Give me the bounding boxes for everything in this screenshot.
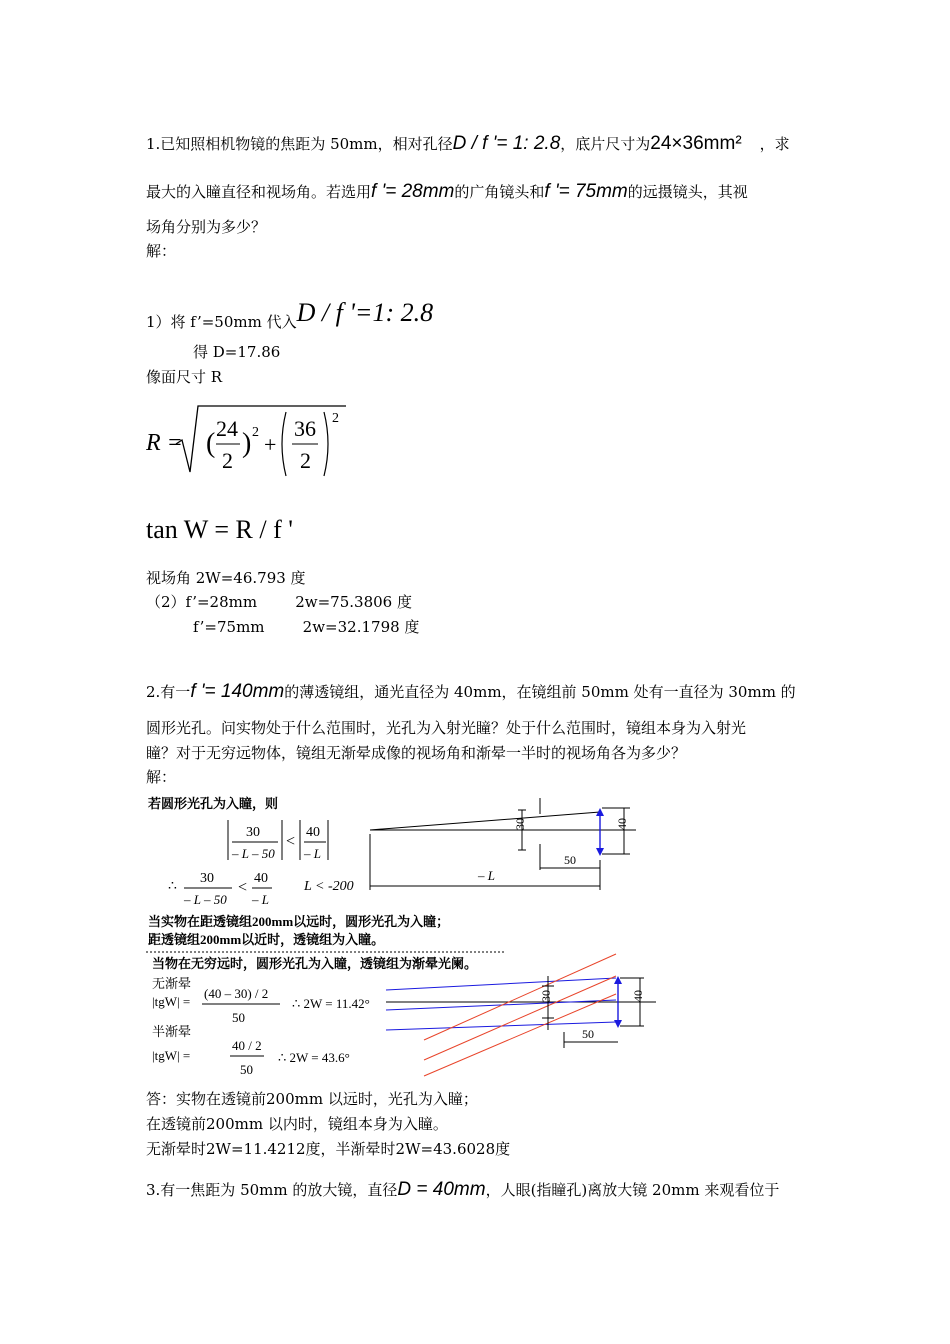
q1-step1: 1）将 f’=50mm 代入D / f '=1: 2.8 bbox=[146, 298, 434, 331]
svg-text:距透镜组200mm以近时，透镜组为入瞳。: 距透镜组200mm以近时，透镜组为入瞳。 bbox=[148, 932, 385, 947]
svg-text:∴: ∴ bbox=[168, 879, 177, 894]
svg-text:无渐晕: 无渐晕 bbox=[152, 976, 192, 991]
svg-text:(40 – 30) / 2: (40 – 30) / 2 bbox=[204, 986, 269, 1001]
svg-text:<: < bbox=[286, 833, 296, 850]
svg-text:半渐晕: 半渐晕 bbox=[152, 1024, 192, 1039]
svg-text:40: 40 bbox=[254, 871, 268, 886]
radius-formula bbox=[146, 400, 356, 480]
svg-text:2: 2 bbox=[222, 448, 233, 473]
svg-text:30: 30 bbox=[246, 825, 260, 840]
q3-line1: 3.有一焦距为 50mm 的放大镜，直径D = 40mm，人眼(指瞳孔)离放大镜 20mm 来观看位于 bbox=[146, 1179, 780, 1200]
svg-text:(: ( bbox=[206, 428, 216, 459]
svg-text:40: 40 bbox=[631, 990, 645, 1002]
q1-line1: 1.已知照相机物镜的焦距为 50mm，相对孔径D / f '= 1: 2.8，底片尺寸为24×36mm² ，求 bbox=[146, 133, 790, 154]
svg-text:2: 2 bbox=[300, 448, 311, 473]
answer-line2: 在透镜前200mm 以内时，镜组本身为入瞳。 bbox=[146, 1115, 448, 1133]
svg-text:当物在无穷远时，圆形光孔为入瞳，透镜组为渐晕光阑。: 当物在无穷远时，圆形光孔为入瞳，透镜组为渐晕光阑。 bbox=[152, 956, 478, 971]
q2-line2: 圆形光孔。问实物处于什么范围时，光孔为入射光瞳？处于什么范围时，镜组本身为入射光 bbox=[146, 719, 747, 737]
part2-b: f’=75mm 2w=32.1798 度 bbox=[193, 618, 420, 636]
svg-text:L < -200: L < -200 bbox=[304, 879, 354, 894]
svg-text:36: 36 bbox=[294, 416, 316, 441]
result-d: 得 D=17.86 bbox=[193, 343, 281, 361]
svg-text:40 / 2: 40 / 2 bbox=[232, 1038, 262, 1053]
svg-text:∴ 2W = 11.42°: ∴ 2W = 11.42° bbox=[292, 996, 370, 1011]
q2-line1: 2.有一f '= 140mm的薄透镜组，通光直径为 40mm，在镜组前 50mm 处有一直径为 30mm 的 bbox=[146, 681, 796, 702]
svg-text:40: 40 bbox=[306, 825, 320, 840]
svg-text:2: 2 bbox=[332, 411, 339, 426]
svg-text:50: 50 bbox=[232, 1010, 245, 1025]
svg-text:50: 50 bbox=[564, 853, 576, 867]
fov-result: 视场角 2W=46.793 度 bbox=[146, 569, 306, 587]
svg-text:∴ 2W = 43.6°: ∴ 2W = 43.6° bbox=[278, 1050, 350, 1065]
svg-text:30: 30 bbox=[200, 871, 214, 886]
q1-solution-label: 解： bbox=[146, 242, 177, 260]
answer-line3: 无渐晕时2W=11.4212度，半渐晕时2W=43.6028度 bbox=[146, 1140, 511, 1158]
svg-text:– L: – L bbox=[252, 892, 269, 907]
tan-formula: tan W = R / f ' bbox=[146, 515, 293, 544]
film-size-formula: 24×36mm² bbox=[650, 133, 742, 154]
svg-text:– L – 50: – L – 50 bbox=[232, 846, 275, 861]
q1-line2: 最大的入瞳直径和视场角。若选用f '= 28mm的广角镜头和f '= 75mm的远摄镜头，其视 bbox=[146, 181, 748, 202]
svg-text:30: 30 bbox=[539, 990, 553, 1002]
aperture-formula: D / f '= 1: 2.8 bbox=[452, 133, 561, 154]
svg-text:): ) bbox=[242, 428, 252, 459]
image-size-label: 像面尺寸 R bbox=[146, 368, 223, 386]
svg-text:当实物在距透镜组200mm以远时，圆形光孔为入瞳；: 当实物在距透镜组200mm以远时，圆形光孔为入瞳； bbox=[148, 914, 450, 929]
svg-text:50: 50 bbox=[582, 1027, 594, 1041]
solution-figure bbox=[146, 790, 666, 1086]
svg-text:2: 2 bbox=[252, 425, 259, 440]
svg-text:50: 50 bbox=[240, 1062, 253, 1077]
svg-text:|tgW| =: |tgW| = bbox=[152, 1048, 191, 1063]
svg-text:若圆形光孔为入瞳，则: 若圆形光孔为入瞳，则 bbox=[148, 796, 279, 811]
svg-text:+: + bbox=[264, 432, 277, 457]
svg-text:– L: – L bbox=[304, 846, 321, 861]
svg-text:R =: R = bbox=[146, 430, 183, 456]
q2-line3: 瞳？对于无穷远物体，镜组无渐晕成像的视场角和渐晕一半时的视场角各为多少？ bbox=[146, 744, 687, 762]
svg-text:|tgW| =: |tgW| = bbox=[152, 994, 191, 1009]
q1-line3: 场角分别为多少？ bbox=[146, 218, 267, 236]
svg-text:40: 40 bbox=[615, 818, 629, 830]
part2-a: （2）f’=28mm 2w=75.3806 度 bbox=[146, 593, 412, 611]
step1-formula: D / f '=1: 2.8 bbox=[296, 298, 434, 327]
q2-solution-label: 解： bbox=[146, 768, 177, 786]
svg-text:30: 30 bbox=[513, 818, 527, 830]
svg-text:24: 24 bbox=[216, 416, 238, 441]
svg-text:– L: – L bbox=[478, 868, 495, 883]
svg-text:– L – 50: – L – 50 bbox=[184, 892, 227, 907]
answer-line1: 答：实物在透镜前200mm 以远时，光孔为入瞳； bbox=[146, 1090, 478, 1108]
svg-text:<: < bbox=[238, 879, 248, 896]
